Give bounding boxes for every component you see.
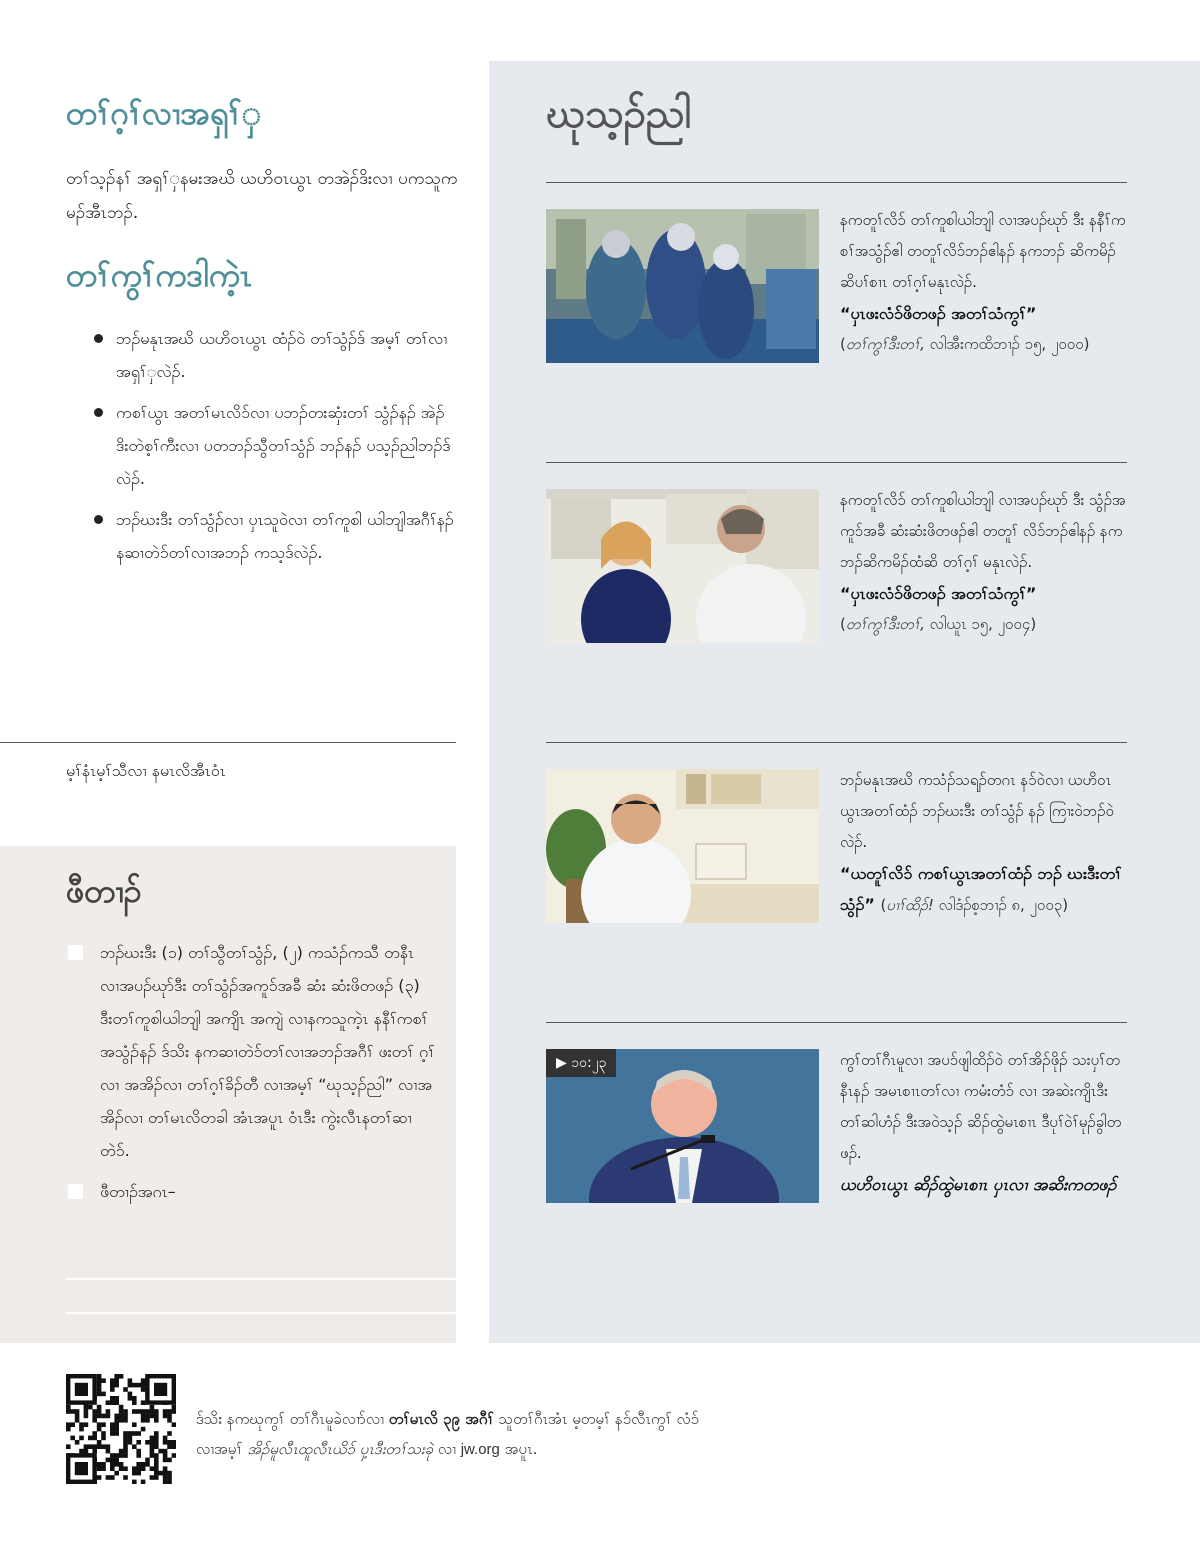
checkbox-icon[interactable] (68, 945, 83, 960)
goal-item[interactable]: ဘၣ်ဃးဒီး (၁) တၢ်သွီတၢ်သွံၣ်, (၂) ကသံၣ်ကသီ တနီၤ လၢအပၣ်ဃုာ်ဒီး တၢ်သွံၣ်အကူၥ်အခီ ဆံး ဆံးဖိတဖၣ် (၃) ဒီးတၢ်ကူစါယါဘျါ အကျိၤ အကျဲ လၢနကသူကဲ့ၤ နနီၢ်ကစၢ်အသွံၣ်နၣ် ဒ်သိး နကဆၢတဲၥ်တၢ်လၢအဘၣ်အဂီၢ် ဖးတၢ် ဂ့ၢ်လၢ အအိၣ်လၢ တၢ်ဂ့ၢ်ခိၣ်တီ လၢအမ့ၢ် “ဃုသ့ၣ်ညါ” လၢအအိၣ်လၢ တၢ်မၤလိတခါ အံၤအပူၤ ဝံၤဒီး ကွဲးလီၤနတၢ်ဆၢတဲၥ်. (66, 936, 436, 1167)
entry-body: ဘၣ်မနုၤအဃိ ကသံၣ်သရၣ်တဂၤ နၥ်ဝဲလၢ ယဟိဝၤယွၤအတၢ်ထံၣ် ဘၣ်ဃးဒီး တၢ်သွံၣ် နၣ် ကြၢးဝဲဘၣ်ဝဲလဲၣ်. (840, 771, 1114, 851)
entry-video-link[interactable]: ယဟိဝၤယွၤ ဆိၣ်ထွဲမၤစၢၤ ပှၤလၢ အဆိးကတဖၣ် (840, 1175, 1117, 1194)
bullet-dot-icon (94, 515, 103, 524)
explore-entry (840, 485, 1130, 640)
surgery-photo[interactable] (546, 209, 819, 363)
play-icon[interactable]: ▶ (556, 1055, 567, 1071)
entry-source: (တၢ်ကွၢ်ဒီးတၢ်, လါယူၤ ၁၅, ၂၀၀၄) (840, 615, 1037, 633)
entry-article-link[interactable]: “ပှၤဖးလံၥ်ဖိတဖၣ် အတၢ်သံကွၢ်” (840, 584, 1037, 603)
divider (546, 742, 1127, 743)
doctor-photo[interactable] (546, 769, 819, 923)
goal-item[interactable]: ဖီတၢၣ်အဂၤ– (66, 1175, 436, 1208)
goal-list (66, 936, 436, 1216)
video-duration-badge: ▶ ၁၀:၂၃ (546, 1049, 616, 1077)
divider (546, 1022, 1127, 1023)
entry-body: နကတူၢ်လိၥ် တၢ်ကူစါယါဘျါ လၢအပၣ်ဃုာ် ဒီး နနီၢ်ကစၢ်အသွံၣ်ဧါ တတူၢ်လိၥ်ဘၣ်ဧါနၣ် နကဘၣ် ဆိကမိၣ်ဆိပၢ်စၢၤ တၢ်ဂ့ၢ်မနုၤလဲၣ်. (840, 211, 1126, 291)
divider (546, 462, 1127, 463)
video-thumbnail[interactable] (546, 1049, 819, 1203)
entry-body: နကတူၢ်လိၥ် တၢ်ကူစါယါဘျါ လၢအပၣ်ဃုာ် ဒီး သွံၣ်အကူၥ်အခီ ဆံးဆံးဖိတဖၣ်ဧါ တတူၢ် လိၥ်ဘၣ်ဧါနၣ် နကဘၣ်ဆိကမိၣ်ထံဆိ တၢ်ဂ့ၢ် မနုၤလဲၣ်. (840, 491, 1126, 571)
consider-list (88, 322, 456, 577)
explore-entry (840, 765, 1130, 921)
entry-article-link[interactable]: “ပှၤဖးလံၥ်ဖိတဖၣ် အတၢ်သံကွၢ်” (840, 304, 1037, 323)
list-item: ဘၣ်မနုၤအဃိ ယဟိဝၤယွၤ ထံၣ်ဝဲ တၢ်သွံၣ်ဒ် အမ့ၢ် တၢ်လၢအရှၢ်ှလဲၣ်. (88, 322, 456, 388)
list-item: ကစၢ်ယွၤ အတၢ်မၤလိၥ်လၢ ပဘၣ်တးဆှံးတၢ် သွံၣ်နၣ် အဲၣ်ဒိးတဲစ့ၢ်ကီးလၢ ပတဘၣ်သွီတၢ်သွံၣ် ဘၣ်နၣ် ပသ့ၣ်ညါဘၣ်ဒ်လဲၣ်. (88, 396, 456, 495)
explore-title: ဃုသ့ၣ်ညါ (546, 91, 692, 137)
divider (0, 742, 456, 743)
entry-source: (တၢ်ကွၢ်ဒီးတၢ်, လါအီးကထိဘၢၣ် ၁၅, ၂၀၀၀) (840, 335, 1090, 353)
heading-consider: တၢ်ကွၢ်ကဒါကဲ့ၤ (66, 256, 252, 294)
bullet-dot-icon (94, 408, 103, 417)
site-link[interactable]: jw.org (460, 1441, 500, 1458)
completion-note: မ့ၢ်နံၤမ့ၢ်သီလၢ နမၤလိအီၤဝံၤ (66, 761, 226, 780)
explore-entry (840, 205, 1130, 360)
heading-bad-thing: တၢ်ဂ့ၢ်လၢအရှၢ်ှ (66, 94, 262, 132)
divider (546, 182, 1127, 183)
footer-text: ဒ်သိး နကဃုကွၢ် တၢ်ဂီၤမူခဲလၢာ်လၢ တၢ်မၤလိ ၃၉ အဂီၢ် သူတၢ်ဂီၤအံၤ မ့တမ့ၢ် နၥ်လီၤကွၢ် လံၥ်လၢအမ့ၢ် အိၣ်မူလီၤထူလီၤယိၥ် ပှ့ၤဒီးတၢ်သးခုဲ လၢ jw.org အပူၤ. (196, 1410, 700, 1458)
list-item: ဘၣ်ဃးဒီး တၢ်သွံၣ်လၢ ပှၤသူဝဲလၢ တၢ်ကူစါ ယါဘျါအဂီၢ်နၣ် နဆၢတဲၥ်တၢ်လၢအဘၣ် ကသ့ဒ်လဲၣ်. (88, 503, 456, 569)
qr-code-icon[interactable] (66, 1374, 176, 1484)
bullet-dot-icon (94, 334, 103, 343)
intro-text: တၢ်သ့ၣ်နၢ် အရှၢ်ှနမးအဃိ ယဟိဝၤယွၤ တအဲၣ်ဒိးလၢ ပကသူကမၣ်အီၤဘၣ်. (66, 169, 458, 223)
write-line[interactable] (66, 1312, 456, 1314)
goal-title: ဖီတၢၣ် (66, 872, 142, 910)
explore-entry (840, 1045, 1130, 1200)
write-line[interactable] (66, 1278, 456, 1280)
checkbox-icon[interactable] (68, 1184, 83, 1199)
entry-article-link[interactable]: “ယတူၢ်လိၥ် ကစၢ်ယွၤအတၢ်ထံၣ် ဘၣ် ဃးဒီးတၢ်သွံၣ်” (ပၢၢ်ထိၣ်! လါဒံၣ်စ့ဘၢၣ် ၈, ၂၀၀၃) (840, 864, 1122, 914)
doctor-patient-photo[interactable] (546, 489, 819, 643)
entry-body: ကွၢ်တၢ်ဂီၤမူလၢ အပၥ်ဖျါထိၣ်ဝဲ တၢ်အိၣ်ဖိုၣ် သးပှၢ်တနီၤနၣ် အမၤစၢၤတၢ်လၢ ကမံးတံၥ် လၢ အဆဲးကျိၤဒီး တၢ်ဆါဟံၣ် ဒီးအဝဲသ့ၣ် ဆိၣ်ထွဲမၤစၢၤ ဒီပုၢ်ဝဲၢ်မုၣ်ခွါတဖၣ်. (840, 1051, 1122, 1162)
